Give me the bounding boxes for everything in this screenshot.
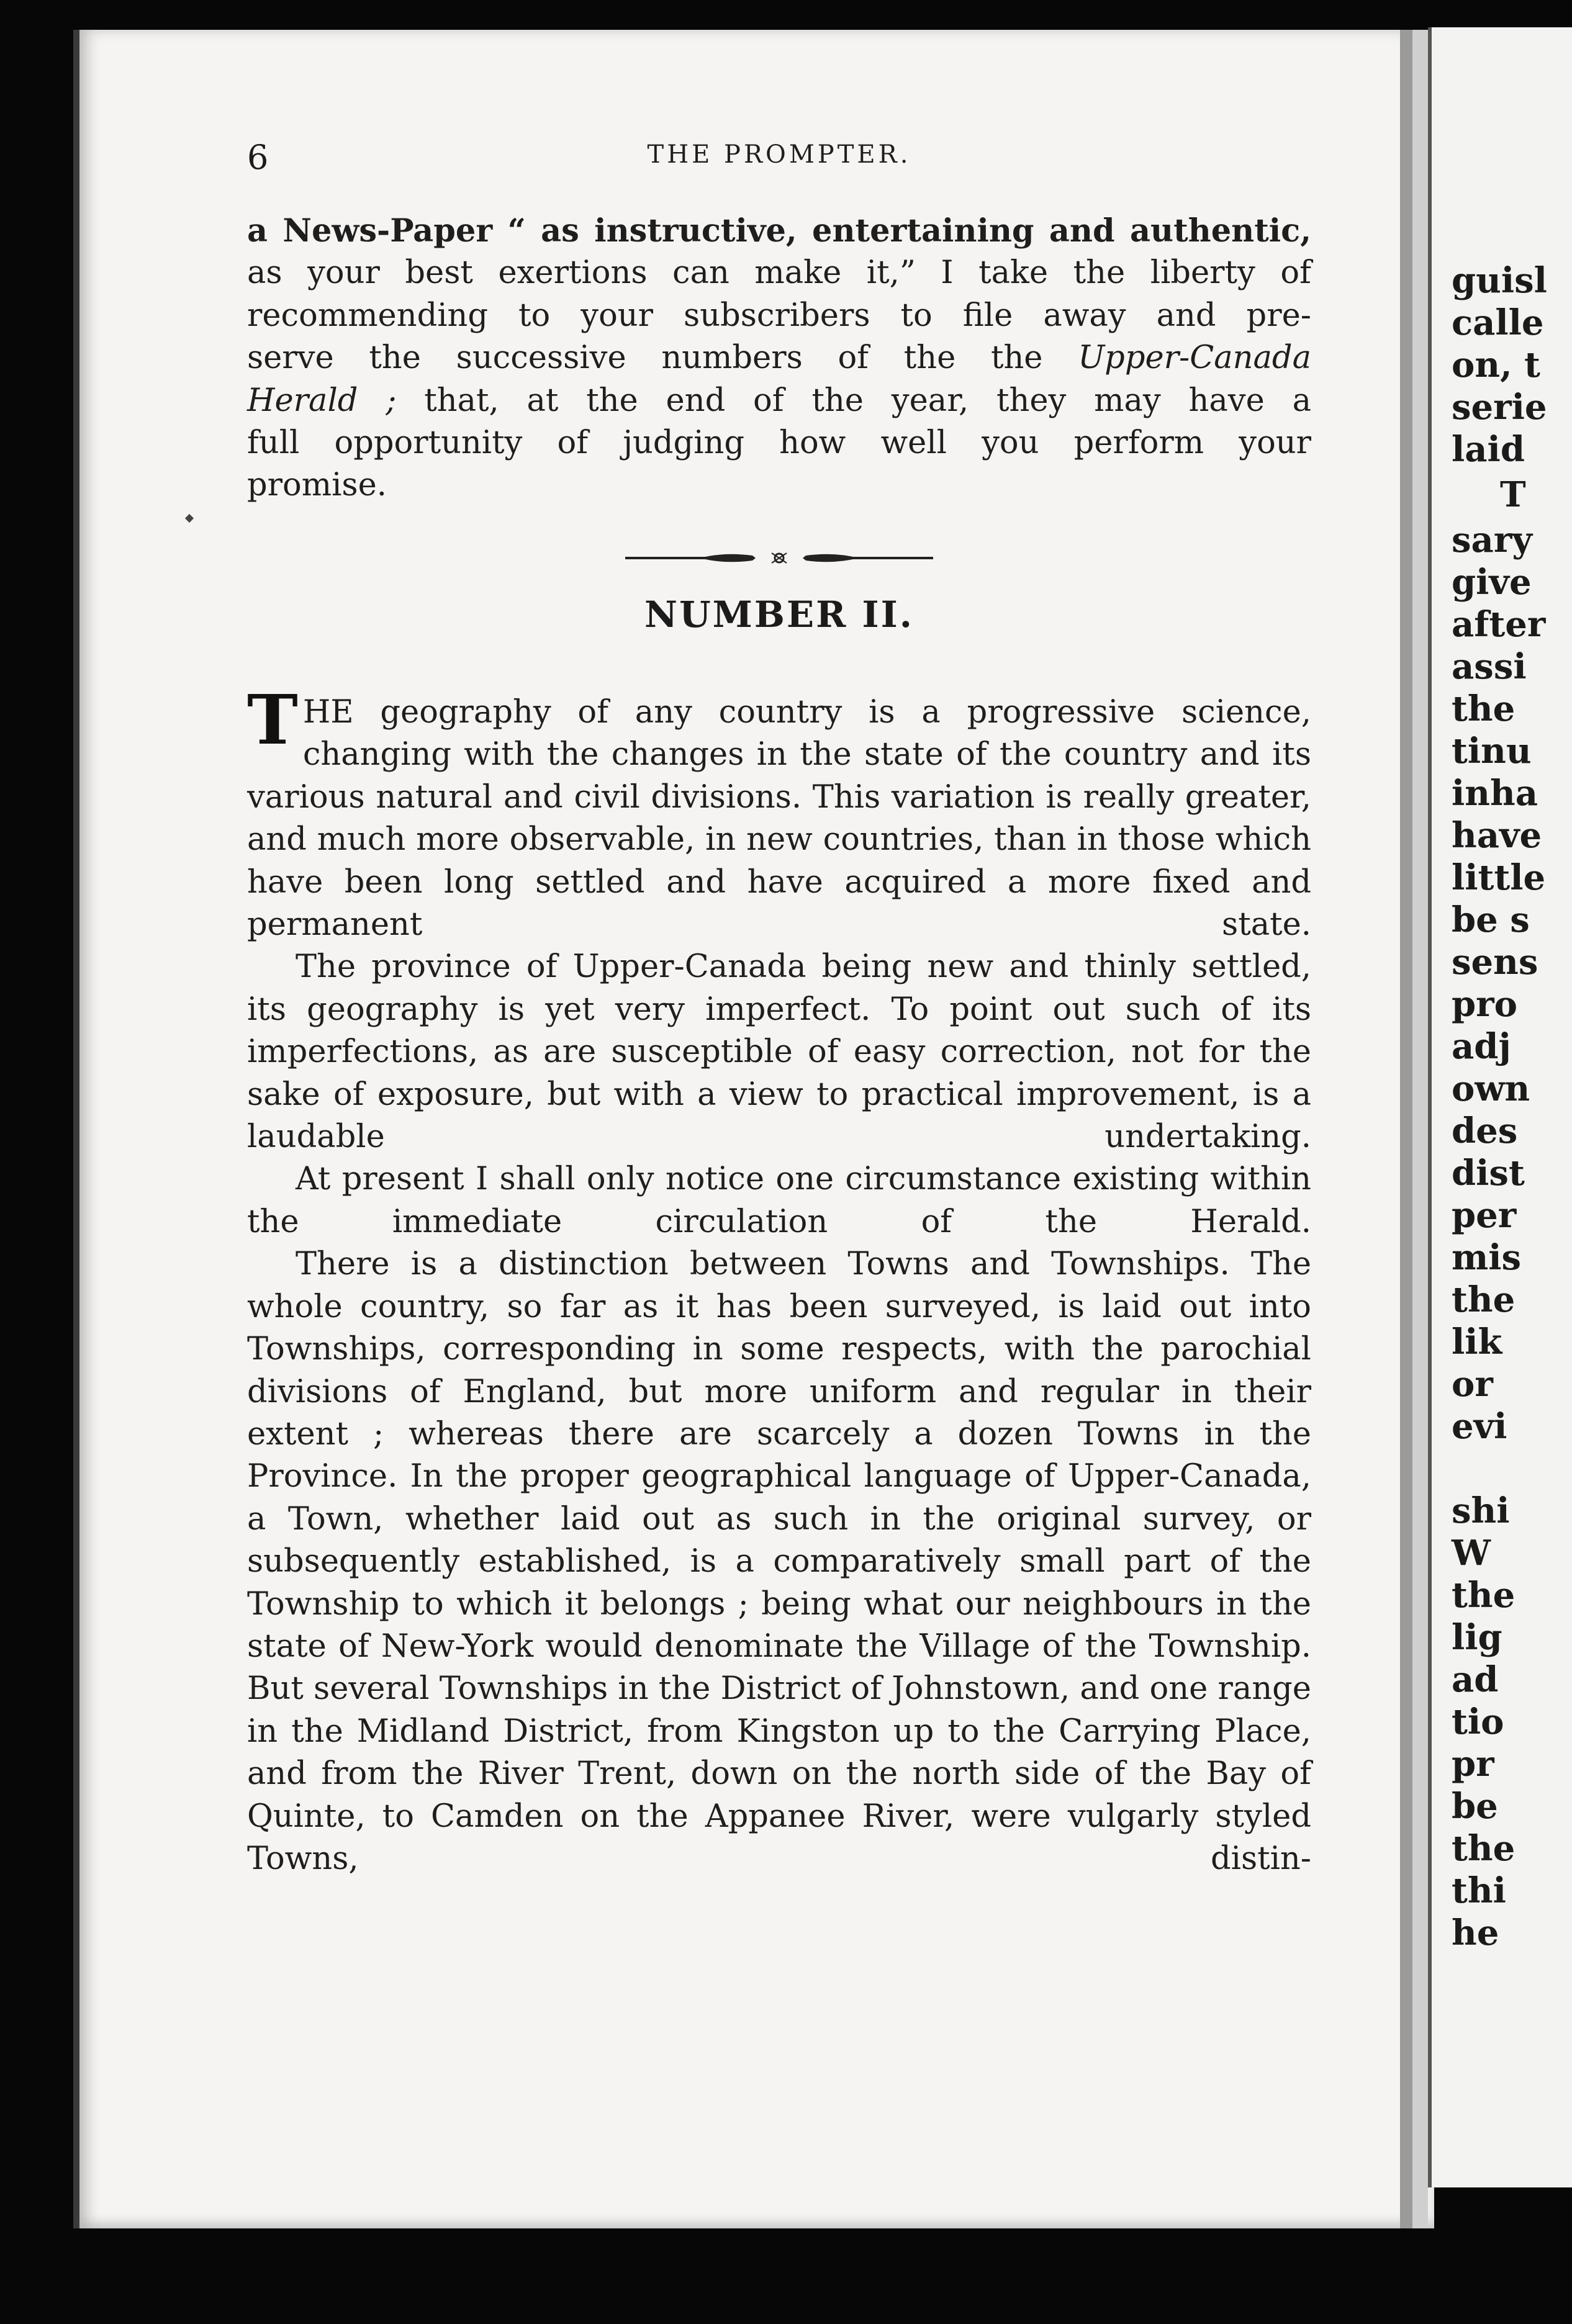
next-page-line: the [1452,1279,1516,1320]
ornament-divider-icon [625,547,933,569]
next-page-line: have [1452,815,1542,856]
next-page-line: W [1452,1533,1491,1574]
next-page-line: after [1452,604,1546,645]
next-page-line: tinu [1452,731,1532,772]
paragraph: At present I shall only notice one circumstance existing within the immediate circulation of the Herald. [247,1161,1311,1240]
page-number: 6 [247,138,269,177]
paragraph: THE geography of any country is a progressive science, changing with the changes in the state of the country and its various natural and civil divisions. This variation is really greater, and much more observable, in new countries, than in those which have been long settled and have acquired a more fixed and permanent state. [247,680,1311,944]
text-line: a News-Paper “ as instructive, entertaining and authentic, [247,212,1311,250]
next-page-line: on, t [1452,345,1540,385]
next-page-line: lik [1452,1322,1502,1362]
next-page-line: own [1452,1068,1530,1109]
next-page-line: pro [1452,984,1518,1025]
drop-cap: T [247,680,298,760]
next-page-line: sary [1452,520,1532,561]
paragraph: There is a distinction between Towns and Townships. The whole country, so far as it has been surveyed, is laid out into Townships, corresponding in some respects, with the parochial divisions of England, but more uniform and regular in their extent ; whereas there are scarcely a dozen Towns in the Province. In the proper geographical language of Upper-Canada, a Town, whether laid out as such in the original survey, or subsequently established, is a comparatively small part of the Township to which it belongs ; being what our neighbours in the state of New-York would denominate the Village of the Township. But several Townships in the District of Johnstown, and one range in the Midland District, from Kingston up to the Carrying Place, and from the River Trent, down on the north side of the Bay of Quinte, to Camden on the Appanee River, were vulgarly styled Towns, distin- [247,1246,1311,1877]
next-page-line: be s [1452,899,1530,940]
book-gutter [1412,30,1428,2228]
next-page-line: inha [1452,773,1538,814]
next-page-line: dist [1452,1153,1525,1194]
next-page-line: sens [1452,942,1538,983]
text-line: Herald ; that, at the end of the year, they may have a [247,382,1312,419]
text-line: recommending to your subscribers to file away and pre- [247,297,1311,334]
next-page-line: mis [1452,1237,1522,1278]
next-page-line: des [1452,1110,1518,1151]
next-page-line: guisl [1452,260,1547,301]
next-page-line: the [1452,1828,1516,1869]
next-page-line: calle [1452,302,1544,343]
next-page-line: T [1500,474,1526,515]
running-head: THE PROMPTER. [647,140,911,169]
next-page-line: adj [1452,1026,1511,1067]
text-line: promise. [247,467,387,504]
next-page-line: ad [1452,1659,1499,1700]
next-page-line: he [1452,1912,1499,1953]
paragraph: The province of Upper-Canada being new and thinly settled, its geography is yet very imperfect. To point out such of its imperfections, as are susceptible of easy correction, not for the sake of exposure, but with a view to practical improvement, is a laudable undertaking. [247,948,1311,1156]
next-page-line: be [1452,1786,1498,1827]
text-line: serve the successive numbers of the the Upper-Canada [247,340,1311,377]
next-page-line: thi [1452,1870,1506,1911]
section-title: NUMBER II. [644,593,914,636]
next-page-line: serie [1452,387,1547,428]
next-page-line: shi [1452,1490,1510,1531]
article-body [247,680,1311,1880]
next-page-line: evi [1452,1406,1507,1447]
italic-text: Upper-Canada [1078,340,1311,377]
page-edge [1400,30,1412,2228]
italic-text: Herald ; [247,382,397,419]
next-page-line: the [1452,1575,1516,1616]
next-page-line: little [1452,857,1546,898]
intro-paragraph [247,210,1311,507]
next-page-line: lig [1452,1617,1502,1658]
next-page-line: give [1452,562,1532,603]
next-page-line: pr [1452,1744,1494,1785]
adjacent-page-fragment [1428,27,1572,2187]
next-page-line: tio [1452,1701,1504,1742]
page-header [247,138,1311,175]
next-page-line: assi [1452,646,1527,687]
next-page-line: the [1452,688,1516,729]
next-page-line: or [1452,1364,1493,1405]
next-page-line: laid [1452,429,1525,470]
text-line: full opportunity of judging how well you perform your [247,425,1311,462]
next-page-line: per [1452,1195,1517,1236]
text-line: as your best exertions can make it,” I take the liberty of [247,254,1311,292]
